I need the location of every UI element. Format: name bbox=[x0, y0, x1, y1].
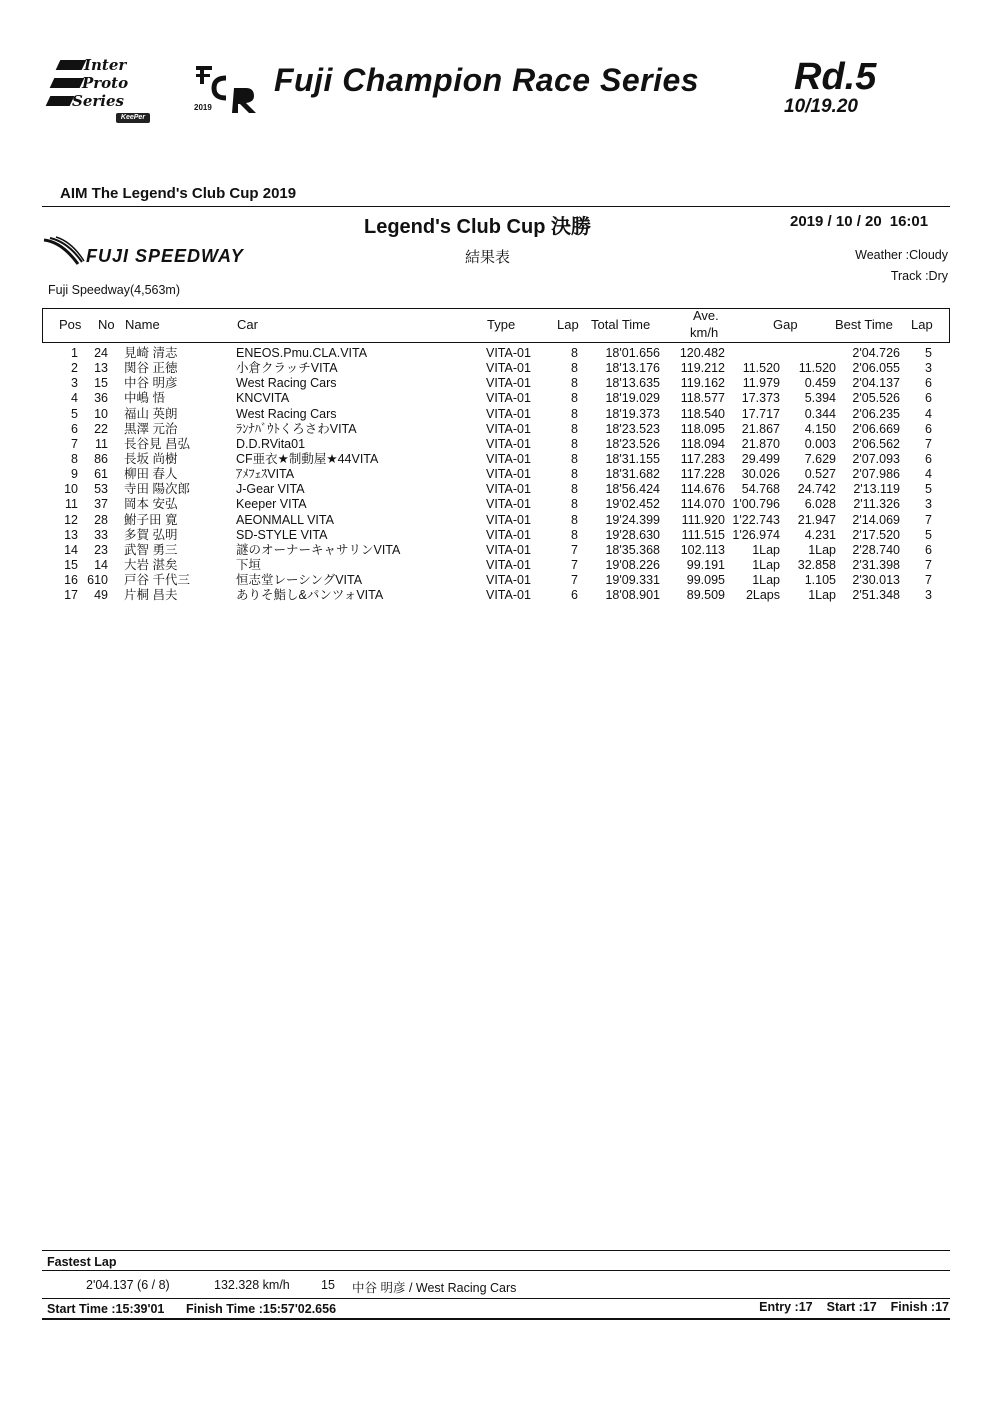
cell-name: 岡本 安弘 bbox=[124, 497, 178, 512]
cell-lap: 8 bbox=[571, 421, 578, 436]
cell-type: VITA-01 bbox=[486, 573, 531, 588]
cell-gap-prev: 1Lap bbox=[808, 588, 836, 603]
col-pos: Pos bbox=[59, 317, 82, 332]
cell-best-lap: 7 bbox=[925, 573, 932, 588]
cell-best-lap: 3 bbox=[925, 588, 932, 603]
cell-ave: 117.228 bbox=[680, 467, 725, 482]
cell-pos: 3 bbox=[71, 376, 78, 391]
cell-car: SD-STYLE VITA bbox=[236, 527, 328, 542]
cell-gap-prev: 5.394 bbox=[804, 391, 836, 406]
cell-lap: 7 bbox=[571, 573, 578, 588]
cell-gap-prev: 0.003 bbox=[804, 436, 836, 451]
cell-no: 11 bbox=[95, 436, 108, 451]
cell-car: CF亜衣★制動屋★44VITA bbox=[236, 451, 379, 466]
table-row bbox=[42, 452, 952, 467]
cell-gap-leader: 1'22.743 bbox=[732, 512, 780, 527]
cell-total-time: 18'01.656 bbox=[605, 346, 660, 360]
fcr-logo-icon bbox=[192, 64, 262, 114]
cell-no: 36 bbox=[94, 391, 108, 406]
cell-name: 多賀 弘明 bbox=[124, 527, 178, 542]
table-row bbox=[42, 497, 952, 512]
cell-type: VITA-01 bbox=[486, 451, 531, 466]
col-ave-unit: km/h bbox=[690, 325, 719, 340]
cell-type: VITA-01 bbox=[486, 482, 531, 497]
cell-gap-prev: 1Lap bbox=[808, 542, 836, 557]
cell-name: 鮒子田 寛 bbox=[124, 512, 178, 527]
cell-gap-prev: 4.150 bbox=[804, 421, 836, 436]
cell-car: 下垣 bbox=[236, 557, 262, 572]
cell-best-time: 2'06.562 bbox=[852, 436, 900, 451]
cell-type: VITA-01 bbox=[486, 557, 531, 572]
cell-type: VITA-01 bbox=[486, 497, 531, 512]
cell-gap-leader: 1Lap bbox=[752, 573, 780, 588]
result-label: 結果表 bbox=[465, 249, 511, 266]
race-time: 16:01 bbox=[889, 213, 929, 230]
logo-bar bbox=[56, 60, 87, 70]
cell-pos: 11 bbox=[65, 497, 78, 512]
cell-best-time: 2'31.398 bbox=[852, 557, 900, 572]
cell-best-lap: 3 bbox=[925, 497, 932, 512]
cell-no: 610 bbox=[87, 573, 108, 588]
cell-no: 53 bbox=[94, 482, 108, 497]
cell-car: ENEOS.Pmu.CLA.VITA bbox=[236, 346, 368, 360]
logo-line-1: Inter bbox=[84, 56, 127, 74]
cell-name: 柳田 春人 bbox=[124, 467, 178, 482]
cell-no: 86 bbox=[94, 451, 108, 466]
cell-type: VITA-01 bbox=[486, 346, 531, 360]
col-no: No bbox=[98, 317, 115, 332]
cell-name: 大岩 湛矣 bbox=[124, 557, 178, 572]
cell-type: VITA-01 bbox=[486, 527, 531, 542]
cell-pos: 5 bbox=[71, 406, 78, 421]
cell-ave: 118.095 bbox=[680, 421, 725, 436]
cell-total-time: 18'23.526 bbox=[605, 436, 660, 451]
cell-ave: 118.094 bbox=[680, 436, 725, 451]
cell-ave: 99.095 bbox=[686, 573, 725, 588]
col-best-lap: Lap bbox=[911, 317, 933, 332]
cell-pos: 14 bbox=[64, 542, 78, 557]
cell-pos: 8 bbox=[71, 451, 78, 466]
cell-total-time: 18'19.373 bbox=[605, 406, 660, 421]
cell-no: 61 bbox=[94, 467, 108, 482]
table-row bbox=[42, 467, 952, 482]
cell-best-time: 2'13.119 bbox=[853, 482, 900, 497]
divider bbox=[42, 206, 950, 207]
cell-total-time: 19'28.630 bbox=[605, 527, 660, 542]
table-row bbox=[42, 558, 952, 573]
cell-best-time: 2'11.326 bbox=[853, 497, 900, 512]
cell-name: 長坂 尚樹 bbox=[124, 451, 178, 466]
cell-best-lap: 6 bbox=[925, 542, 932, 557]
logo-bar bbox=[50, 78, 85, 88]
cell-total-time: 19'09.331 bbox=[605, 573, 660, 588]
cell-no: 10 bbox=[94, 406, 108, 421]
cell-gap-prev: 0.459 bbox=[804, 376, 836, 391]
cell-pos: 15 bbox=[64, 557, 78, 572]
logo-bar bbox=[46, 96, 75, 106]
cell-gap-leader: 2Laps bbox=[745, 588, 780, 603]
cell-name: 戸谷 千代三 bbox=[124, 573, 190, 588]
cell-no: 24 bbox=[94, 346, 108, 360]
cell-gap-leader: 54.768 bbox=[741, 482, 780, 497]
cell-pos: 16 bbox=[64, 573, 78, 588]
cell-best-time: 2'04.137 bbox=[852, 376, 900, 391]
table-row bbox=[42, 482, 952, 497]
col-car: Car bbox=[237, 317, 258, 332]
table-row bbox=[42, 513, 952, 528]
table-row bbox=[42, 543, 952, 558]
cell-best-lap: 6 bbox=[925, 421, 932, 436]
cell-lap: 8 bbox=[571, 376, 578, 391]
cell-best-time: 2'30.013 bbox=[852, 573, 900, 588]
col-total-time: Total Time bbox=[591, 317, 651, 332]
logo-line-2: Proto bbox=[82, 74, 129, 92]
fastest-lap-speed: 132.328 km/h bbox=[214, 1278, 290, 1292]
cell-pos: 7 bbox=[71, 436, 78, 451]
fuji-speedway-logo-text: FUJI SPEEDWAY bbox=[86, 246, 244, 266]
fastest-lap-car-no: 15 bbox=[321, 1278, 335, 1292]
cell-best-time: 2'51.348 bbox=[852, 588, 900, 603]
cell-car: J-Gear VITA bbox=[236, 482, 305, 497]
cell-best-lap: 7 bbox=[925, 557, 932, 572]
cell-best-time: 2'06.055 bbox=[852, 361, 900, 376]
cell-gap-prev: 24.742 bbox=[797, 482, 836, 497]
cell-type: VITA-01 bbox=[486, 467, 531, 482]
fastest-lap-time: 2'04.137 (6 / 8) bbox=[86, 1278, 170, 1292]
results-header bbox=[42, 308, 950, 343]
cell-total-time: 18'13.176 bbox=[605, 361, 660, 376]
cell-ave: 118.540 bbox=[680, 406, 725, 421]
cell-gap-leader: 1Lap bbox=[752, 542, 780, 557]
cell-pos: 9 bbox=[71, 467, 78, 482]
event-title: AIM The Legend's Club Cup 2019 bbox=[60, 185, 297, 202]
divider bbox=[42, 1298, 950, 1299]
cell-car: ありそ鮨し&パンツォVITA bbox=[236, 588, 384, 603]
cell-gap-leader: 17.717 bbox=[741, 406, 780, 421]
cell-best-lap: 7 bbox=[925, 436, 932, 451]
logo-line-3: Series bbox=[72, 92, 124, 110]
cell-gap-prev: 0.527 bbox=[804, 467, 836, 482]
cell-lap: 6 bbox=[571, 588, 578, 603]
cell-ave: 119.162 bbox=[680, 376, 725, 391]
table-row bbox=[42, 573, 952, 588]
cell-type: VITA-01 bbox=[486, 421, 531, 436]
table-row bbox=[42, 361, 952, 376]
cell-best-time: 2'04.726 bbox=[852, 346, 900, 360]
circuit-name: Fuji Speedway(4,563m) bbox=[48, 283, 181, 297]
cell-gap-prev: 21.947 bbox=[797, 512, 836, 527]
results-table bbox=[42, 346, 952, 603]
cell-total-time: 18'23.523 bbox=[605, 421, 660, 436]
col-best-time: Best Time bbox=[835, 317, 893, 332]
track-condition: Track :Dry bbox=[890, 269, 948, 283]
cell-gap-prev: 4.231 bbox=[804, 527, 836, 542]
cell-name: 寺田 陽次郎 bbox=[124, 482, 190, 497]
cell-lap: 8 bbox=[571, 391, 578, 406]
cell-gap-prev: 1.105 bbox=[804, 573, 836, 588]
cell-type: VITA-01 bbox=[486, 361, 531, 376]
cell-car: West Racing Cars bbox=[236, 376, 337, 391]
cell-name: 武智 勇三 bbox=[124, 542, 178, 557]
cell-ave: 102.113 bbox=[680, 542, 725, 557]
table-row bbox=[42, 376, 952, 391]
round-number: Rd.5 bbox=[794, 56, 877, 98]
cell-car: West Racing Cars bbox=[236, 406, 337, 421]
cell-ave: 118.577 bbox=[680, 391, 725, 406]
cell-gap-leader: 17.373 bbox=[741, 391, 780, 406]
cell-best-lap: 5 bbox=[925, 527, 932, 542]
cell-ave: 111.515 bbox=[681, 527, 725, 542]
cell-type: VITA-01 bbox=[486, 512, 531, 527]
cell-total-time: 19'02.452 bbox=[605, 497, 660, 512]
start-count: Start :17 bbox=[826, 1300, 877, 1314]
start-time: Start Time :15:39'01 bbox=[47, 1302, 165, 1316]
inter-proto-series-logo bbox=[46, 58, 166, 124]
cell-total-time: 19'24.399 bbox=[605, 512, 660, 527]
cell-car: 小倉クラッチVITA bbox=[236, 361, 338, 376]
cell-total-time: 18'56.424 bbox=[605, 482, 660, 497]
cell-lap: 8 bbox=[571, 451, 578, 466]
divider bbox=[42, 1270, 950, 1271]
table-row bbox=[42, 346, 952, 361]
cell-ave: 114.676 bbox=[680, 482, 725, 497]
cell-total-time: 19'08.226 bbox=[605, 557, 660, 572]
cell-car: KNCVITA bbox=[236, 391, 290, 406]
fcr-year: 2019 bbox=[194, 103, 212, 112]
cell-best-time: 2'06.669 bbox=[852, 421, 900, 436]
cell-ave: 111.920 bbox=[681, 512, 725, 527]
swoosh-icon bbox=[40, 236, 88, 274]
cell-car: 恒志堂レーシングVITA bbox=[236, 573, 363, 588]
cell-total-time: 18'08.901 bbox=[605, 588, 660, 603]
cell-gap-prev: 6.028 bbox=[804, 497, 836, 512]
cell-car: ﾗﾝﾅﾊﾞｳﾄくろさわVITA bbox=[236, 421, 357, 436]
fastest-lap-driver: 中谷 明彦 / West Racing Cars bbox=[352, 1281, 517, 1295]
divider bbox=[42, 1318, 950, 1320]
cell-name: 黒澤 元治 bbox=[124, 421, 178, 436]
col-lap: Lap bbox=[557, 317, 579, 332]
cell-type: VITA-01 bbox=[486, 406, 531, 421]
cell-no: 33 bbox=[94, 527, 108, 542]
cell-lap: 8 bbox=[571, 346, 578, 360]
cell-total-time: 18'19.029 bbox=[605, 391, 660, 406]
finish-count: Finish :17 bbox=[890, 1300, 949, 1314]
col-name: Name bbox=[125, 317, 160, 332]
cell-gap-leader: 11.979 bbox=[742, 376, 780, 391]
cell-gap-leader: 21.867 bbox=[741, 421, 780, 436]
cell-gap-leader: 29.499 bbox=[741, 451, 780, 466]
series-title: Fuji Champion Race Series bbox=[274, 62, 700, 98]
cell-type: VITA-01 bbox=[486, 542, 531, 557]
cell-type: VITA-01 bbox=[486, 588, 531, 603]
cell-lap: 8 bbox=[571, 361, 578, 376]
cell-gap-prev: 0.344 bbox=[804, 406, 836, 421]
cell-no: 22 bbox=[94, 421, 108, 436]
col-ave: Ave. bbox=[693, 308, 719, 323]
table-row bbox=[42, 588, 952, 603]
cell-pos: 2 bbox=[71, 361, 78, 376]
cell-best-lap: 6 bbox=[925, 391, 932, 406]
cell-ave: 120.482 bbox=[679, 346, 725, 360]
cell-type: VITA-01 bbox=[486, 376, 531, 391]
cell-name: 福山 英朗 bbox=[124, 406, 178, 421]
cell-lap: 7 bbox=[571, 542, 578, 557]
cell-best-lap: 4 bbox=[925, 467, 932, 482]
cell-gap-prev: 32.858 bbox=[797, 557, 836, 572]
cell-no: 15 bbox=[94, 376, 108, 391]
cell-car: 謎のオーナーキャサリンVITA bbox=[236, 542, 401, 557]
race-title: Legend's Club Cup 決勝 bbox=[364, 216, 591, 238]
cell-name: 中嶋 悟 bbox=[124, 391, 165, 406]
cell-name: 長谷見 昌弘 bbox=[124, 436, 190, 451]
cell-pos: 12 bbox=[64, 512, 78, 527]
cell-total-time: 18'31.155 bbox=[605, 451, 660, 466]
race-date: 2019 / 10 / 20 bbox=[790, 213, 882, 230]
cell-car: AEONMALL VITA bbox=[236, 512, 334, 527]
cell-lap: 8 bbox=[571, 512, 578, 527]
table-row bbox=[42, 528, 952, 543]
cell-no: 49 bbox=[94, 588, 108, 603]
table-row bbox=[42, 437, 952, 452]
cell-lap: 7 bbox=[571, 557, 578, 572]
cell-total-time: 18'13.635 bbox=[605, 376, 660, 391]
finish-time: Finish Time :15:57'02.656 bbox=[186, 1302, 337, 1316]
cell-type: VITA-01 bbox=[486, 436, 531, 451]
cell-gap-prev: 7.629 bbox=[804, 451, 836, 466]
cell-no: 37 bbox=[94, 497, 108, 512]
cell-total-time: 18'31.682 bbox=[605, 467, 660, 482]
entry-counts bbox=[700, 1300, 949, 1314]
cell-lap: 8 bbox=[571, 436, 578, 451]
cell-no: 23 bbox=[94, 542, 108, 557]
col-gap: Gap bbox=[773, 317, 798, 332]
table-row bbox=[42, 391, 952, 406]
cell-best-time: 2'06.235 bbox=[852, 406, 900, 421]
cell-gap-leader: 21.870 bbox=[741, 436, 780, 451]
fcr-logo bbox=[192, 64, 262, 114]
cell-best-lap: 6 bbox=[925, 376, 932, 391]
cell-pos: 10 bbox=[64, 482, 78, 497]
cell-name: 関谷 正徳 bbox=[124, 361, 178, 376]
cell-gap-leader: 11.520 bbox=[742, 361, 780, 376]
cell-pos: 13 bbox=[64, 527, 78, 542]
cell-car: Keeper VITA bbox=[236, 497, 307, 512]
cell-best-time: 2'14.069 bbox=[852, 512, 900, 527]
keeper-badge: KeePer bbox=[116, 113, 150, 123]
round-dates: 10/19.20 bbox=[784, 96, 858, 117]
cell-pos: 1 bbox=[71, 346, 78, 360]
cell-lap: 8 bbox=[571, 482, 578, 497]
cell-best-lap: 4 bbox=[925, 406, 932, 421]
cell-lap: 8 bbox=[571, 527, 578, 542]
cell-pos: 17 bbox=[64, 588, 78, 603]
divider bbox=[42, 1250, 950, 1251]
cell-car: ｱﾒﾌｪｽVITA bbox=[236, 467, 295, 482]
weather: Weather :Cloudy bbox=[855, 248, 948, 262]
cell-best-lap: 5 bbox=[925, 346, 932, 360]
cell-best-time: 2'17.520 bbox=[852, 527, 900, 542]
fuji-speedway-logo bbox=[40, 236, 285, 274]
cell-no: 13 bbox=[94, 361, 108, 376]
cell-lap: 8 bbox=[571, 467, 578, 482]
cell-name: 中谷 明彦 bbox=[124, 376, 178, 391]
cell-lap: 8 bbox=[571, 406, 578, 421]
cell-name: 片桐 昌夫 bbox=[124, 588, 178, 603]
cell-ave: 117.283 bbox=[680, 451, 725, 466]
cell-best-time: 2'07.093 bbox=[852, 451, 900, 466]
entry-count: Entry :17 bbox=[759, 1300, 813, 1314]
cell-type: VITA-01 bbox=[486, 391, 531, 406]
cell-gap-leader: 1'26.974 bbox=[732, 527, 780, 542]
cell-best-time: 2'05.526 bbox=[852, 391, 900, 406]
table-row bbox=[42, 407, 952, 422]
cell-best-time: 2'07.986 bbox=[852, 467, 900, 482]
cell-ave: 99.191 bbox=[686, 557, 725, 572]
cell-lap: 8 bbox=[571, 497, 578, 512]
cell-total-time: 18'35.368 bbox=[605, 542, 660, 557]
cell-name: 見崎 清志 bbox=[124, 346, 178, 360]
cell-best-time: 2'28.740 bbox=[852, 542, 900, 557]
cell-best-lap: 6 bbox=[925, 451, 932, 466]
cell-gap-leader: 1Lap bbox=[752, 557, 780, 572]
cell-gap-prev: 11.520 bbox=[798, 361, 836, 376]
cell-no: 14 bbox=[94, 557, 108, 572]
cell-gap-leader: 30.026 bbox=[741, 467, 780, 482]
cell-best-lap: 5 bbox=[925, 482, 932, 497]
cell-car: D.D.RVita01 bbox=[236, 436, 306, 451]
table-row bbox=[42, 422, 952, 437]
fastest-lap-label: Fastest Lap bbox=[47, 1255, 117, 1269]
cell-ave: 119.212 bbox=[680, 361, 725, 376]
cell-ave: 89.509 bbox=[686, 588, 725, 603]
cell-no: 28 bbox=[94, 512, 108, 527]
cell-pos: 6 bbox=[71, 421, 78, 436]
cell-best-lap: 7 bbox=[925, 512, 932, 527]
cell-pos: 4 bbox=[71, 391, 78, 406]
col-type: Type bbox=[487, 317, 516, 332]
cell-ave: 114.070 bbox=[680, 497, 725, 512]
cell-gap-leader: 1'00.796 bbox=[732, 497, 780, 512]
race-datetime bbox=[790, 213, 928, 230]
cell-best-lap: 3 bbox=[925, 361, 932, 376]
